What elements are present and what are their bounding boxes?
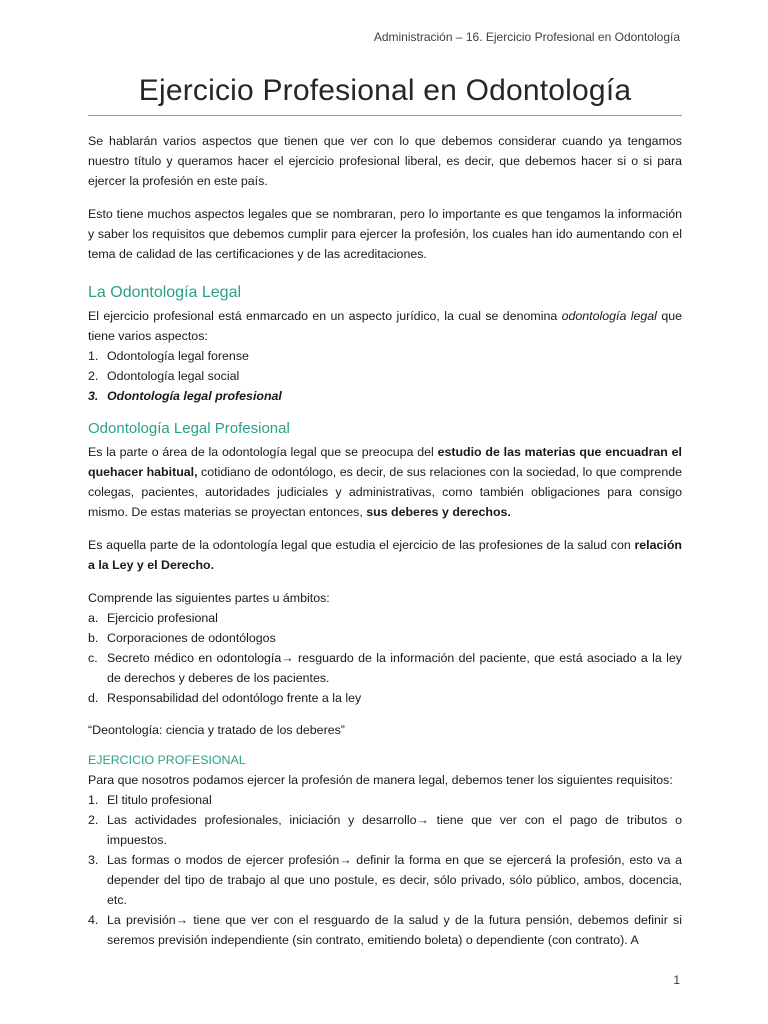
page-title: Ejercicio Profesional en Odontología [138,74,632,107]
running-header: Administración – 16. Ejercicio Profesional en Odontología [373,30,680,44]
list-item: 4. La previsión→ tiene que ver con el resguardo de la salud y de la futura pensión, debemos definir si seremos previsión independiente (sin contrato, emitiendo boleta) o dependiente (con contrato). A [88,913,682,947]
section-heading-ejercicio-profesional: EJERCICIO PROFESIONAL [88,753,246,767]
legal-aspects-list [88,346,682,406]
list-item: 2. Las actividades profesionales, iniciación y desarrollo→ tiene que ver con el pago de tributos o impuestos. [88,813,682,847]
list-item: a. Ejercicio profesional [88,611,218,625]
profesional-paragraph-3: Comprende las siguientes partes u ámbitos: [88,591,330,605]
list-item: 3. Las formas o modos de ejercer profesión→ definir la forma en que se ejercerá la profesión, esto va a depender del tipo de trabajo al que uno postule, es decir, sólo privado, sólo público, ambos, docencia, etc. [88,853,682,907]
list-item: 3. Odontología legal profesional [88,389,282,403]
list-item: d. Responsabilidad del odontólogo frente a la ley [88,691,362,705]
ambitos-list [88,608,682,708]
title-underline [88,115,682,116]
intro-paragraph-1: Se hablarán varios aspectos que tienen que ver con lo que debemos considerar cuando ya tengamos nuestro título y queramos hacer el ejercicio profesional liberal, es decir, que debemos hacer si o si para ejercer la profesión en este país. [88,134,682,188]
requisitos-list [88,790,682,950]
document-body [88,131,682,962]
page-number: 1 [673,973,680,987]
list-item: 1. Odontología legal forense [88,349,249,363]
profesional-paragraph-1: Es la parte o área de la odontología legal que se preocupa del estudio de las materias que encuadran el quehacer habitual, cotidiano de odontólogo, es decir, de sus relaciones con la sociedad, lo que comprende colegas, pacientes, autoridades judiciales y administrativas, como también obligaciones para consigo mismo. De estas materias se proyectan entonces, sus deberes y derechos. [88,445,682,519]
section-heading-legal-profesional: Odontología Legal Profesional [88,420,290,437]
legal-text-italic: odontología legal [561,309,657,323]
list-item: 2. Odontología legal social [88,369,240,383]
ejercicio-intro: Para que nosotros podamos ejercer la profesión de manera legal, debemos tener los siguientes requisitos: [88,773,673,787]
list-item: b. Corporaciones de odontólogos [88,631,276,645]
profesional-paragraph-2: Es aquella parte de la odontología legal que estudia el ejercicio de las profesiones de la salud con relación a la Ley y el Derecho. [88,538,682,572]
legal-text-a: El ejercicio profesional está enmarcado en un aspecto jurídico, la cual se denomina [88,309,562,323]
legal-text-b: que tiene varios aspectos: [88,309,682,343]
section-heading-odontologia-legal: La Odontología Legal [88,284,242,301]
list-item: c. Secreto médico en odontología→ resguardo de la información del paciente, que está asociado a la ley de derechos y deberes de los pacientes. [88,651,682,685]
deontologia-quote: “Deontología: ciencia y tratado de los deberes” [88,723,345,737]
list-item: 1. El titulo profesional [88,793,212,807]
intro-paragraph-2: Esto tiene muchos aspectos legales que se nombraran, pero lo importante es que tengamos la información y saber los requisitos que debemos cumplir para ejercer la profesión, los cuales han ido aumentando con el tema de calidad de las certificaciones y de las acreditaciones. [88,207,682,261]
legal-paragraph [88,306,682,346]
